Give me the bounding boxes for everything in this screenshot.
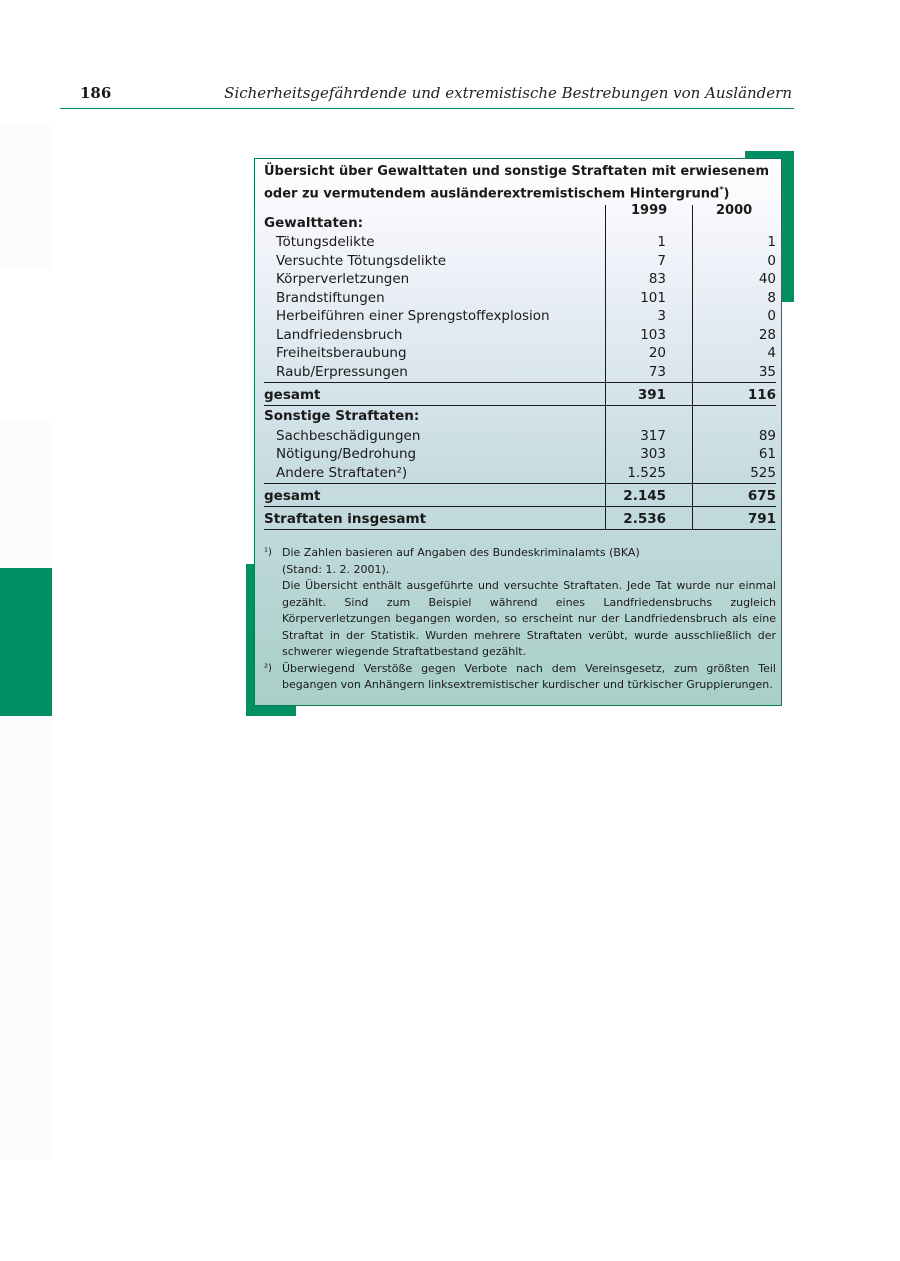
margin-strip (0, 125, 52, 270)
footnote-marker: ¹) (264, 547, 272, 558)
table-row: Brandstiftungen 101 8 (276, 289, 776, 306)
margin-strip (0, 420, 52, 1160)
table-rule (264, 483, 776, 484)
footnote-1: ¹) Die Zahlen basieren auf Angaben des Bundeskriminalamts (BKA) (Stand: 1. 2. 2001). Die Übersicht enthält ausgeführte und versuchte Straftaten. Jede Tat wurde nur einmal gezählt. Sind zum Beispiel während eines Landfriedensbruchs zugleich Körperverletzungen begangen worden, so erscheint nur der Landfriedensbruch als eine Straftat in der Statistik. Wurden mehrere Straftaten verübt, wurde ausschließlich der schwerer wiegende Straftatbestand gezählt. (264, 546, 776, 658)
footnote-2: ²) Überwiegend Verstöße gegen Verbote nach dem Vereinsgesetz, zum größten Teil begangen von Anhängern linksextremistischer kurdischer und türkischer Gruppierungen. (264, 661, 776, 691)
page-number: 186 (80, 84, 112, 102)
table-rule (264, 506, 776, 507)
violent-total-row: gesamt 391 116 (264, 387, 776, 403)
statistics-panel (254, 158, 782, 706)
section-heading-violent: Gewalttaten: (264, 215, 364, 231)
table-row: Versuchte Tötungsdelikte 7 0 (276, 252, 776, 269)
table-row: Körperverletzungen 83 40 (276, 271, 776, 287)
table-rule (264, 405, 776, 406)
table-rule (264, 529, 776, 530)
table-row: Landfriedensbruch 103 28 (276, 326, 776, 343)
footnotes (264, 545, 776, 694)
section-heading-other: Sonstige Straftaten: (264, 408, 420, 424)
other-total-row: gesamt 2.145 675 (264, 488, 776, 504)
running-title: Sicherheitsgefährdende und extremistische Bestrebungen von Ausländern (224, 84, 792, 102)
title-footnote-marker: * (719, 185, 724, 194)
table-title: Übersicht über Gewalttaten und sonstige Straftaten mit erwiesenem oder zu vermutendem ausländerextremistischem Hintergrund*) (264, 164, 770, 202)
table-row: Freiheitsberaubung 20 4 (276, 345, 776, 361)
column-header-2000: 2000 (716, 203, 753, 218)
grand-total-row: Straftaten insgesamt 2.536 791 (264, 511, 776, 527)
column-header-1999: 1999 (631, 203, 668, 218)
table-rule (264, 382, 776, 383)
chapter-thumb-tab (0, 568, 52, 716)
footnote-marker: ²) (264, 662, 272, 674)
table-row: Andere Straftaten²) 1.525 525 (276, 464, 776, 481)
running-head (60, 82, 794, 109)
table-row: Herbeiführen einer Sprengstoffexplosion 3 0 (276, 308, 776, 324)
table-row: Nötigung/Bedrohung 303 61 (276, 446, 776, 462)
table-row: Tötungsdelikte 1 1 (276, 234, 776, 250)
table-row: Sachbeschädigungen 317 89 (276, 428, 776, 444)
table-row: Raub/Erpressungen 73 35 (276, 363, 776, 380)
